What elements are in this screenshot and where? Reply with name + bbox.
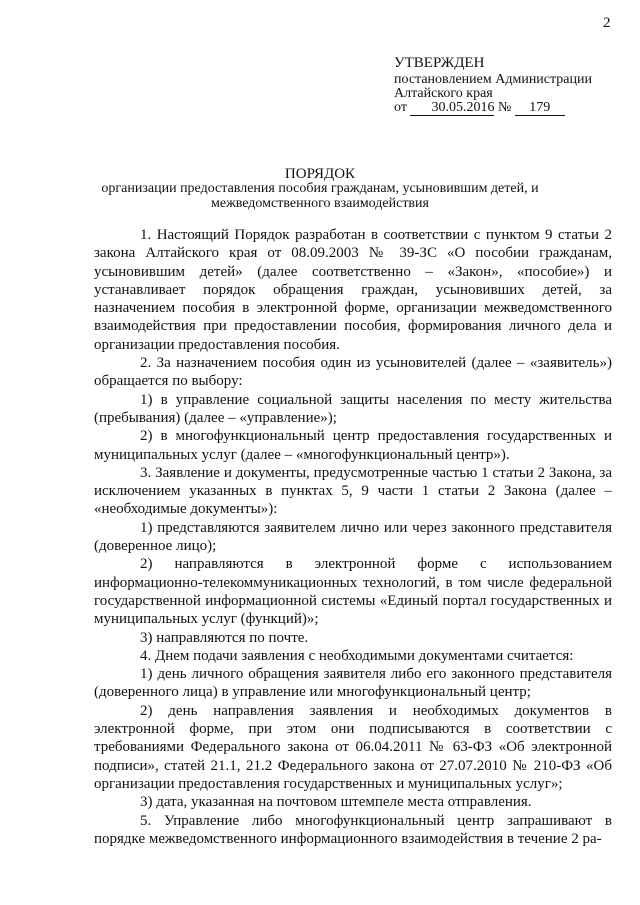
paragraph: 2) день направления заявления и необходимых документов в электронной форме, при этом они подписываются в соответствии с требованиями Федерального закона от 06.04.2011 № 63-ФЗ «Об электронной подписи», статей 21.1, 21.2 Федерального закона от 27.07.2010 № 210-ФЗ «Об организации предоставления государственных и муниципальных услуг»; xyxy=(94,702,612,792)
document-title: ПОРЯДОК xyxy=(284,166,356,182)
approval-heading: УТВЕРЖДЕН xyxy=(394,55,485,71)
page-number: 2 xyxy=(603,15,611,31)
paragraph: 1) представляются заявителем лично или через законного представителя (доверенное лицо); xyxy=(94,519,612,555)
paragraph: 2) направляются в электронной форме с использованием информационно-телекоммуникационных технологий, в том числе федеральной государственной информационной системы «Единый портал государственных и муниципальных услуг (функций)»; xyxy=(94,556,612,628)
approval-line-1: постановлением Администрации xyxy=(394,72,592,87)
paragraph: 1. Настоящий Порядок разработан в соответствии с пунктом 9 статьи 2 закона Алтайского края от 08.09.2003 № 39-ЗС «О пособии гражданам, усыновившим детей» (далее соответственно – «Закон», «пособие») и устанавливает порядок обращения граждан, усыновивших детей, за назначением пособия в электронной форме, организации межведомственного взаимодействия при предоставлении пособия, формирования личного дела и организации предоставления пособия. xyxy=(94,227,612,353)
paragraph: 5. Управление либо многофункциональный центр запрашивают в порядке межведомственного информационного взаимодействия в течение 2 ра- xyxy=(94,812,612,847)
approval-stamp xyxy=(394,55,634,116)
paragraph: 4. Днем подачи заявления с необходимыми документами считается: xyxy=(140,647,574,664)
document-body xyxy=(94,226,612,848)
paragraph: 2. За назначением пособия один из усыновителей (далее – «заявитель») обращается по выбору: xyxy=(94,355,612,390)
approval-from-label: от xyxy=(394,100,407,115)
paragraph: 1) день личного обращения заявителя либо его законного представителя (доверенного лица) в управление или многофункциональный центр; xyxy=(94,666,612,701)
paragraph: 1) в управление социальной защиты населения по месту жительства (пребывания) (далее – «управление»); xyxy=(94,391,612,426)
paragraph: 3) дата, указанная на почтовом штемпеле места отправления. xyxy=(140,794,532,811)
approval-line-2: Алтайского края xyxy=(394,86,493,101)
approval-date-line xyxy=(394,101,634,116)
approval-number-sign: № xyxy=(497,100,512,115)
approval-date: 30.05.2016 xyxy=(410,101,494,116)
paragraph: 3) направляются по почте. xyxy=(140,629,309,646)
document-subtitle: организации предоставления пособия гражданам, усыновившим детей, и межведомственного взаимодействия xyxy=(101,181,539,211)
paragraph: 2) в многофункциональный центр предоставления государственных и муниципальных услуг (далее – «многофункциональный центр»). xyxy=(94,428,612,463)
approval-number: 179 xyxy=(515,101,565,116)
paragraph: 3. Заявление и документы, предусмотренные частью 1 статьи 2 Закона, за исключением указанных в пунктах 5, 9 части 1 статьи 2 Закона (далее – «необходимые документы»): xyxy=(94,464,612,518)
